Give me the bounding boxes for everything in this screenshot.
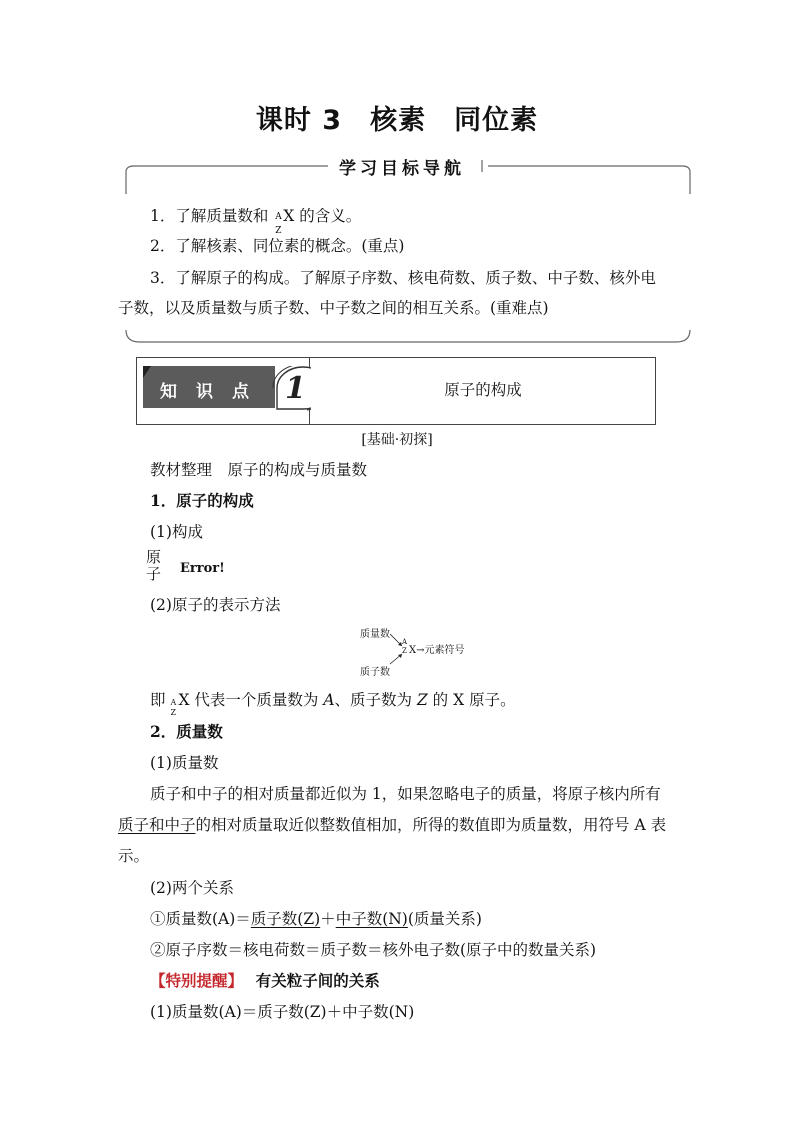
objective-3-cont: 子数，以及质量数与质子数、中子数之间的相互关系。(重难点) <box>118 299 549 317</box>
textbook-heading: 教材整理 原子的构成与质量数 <box>150 461 368 479</box>
section-1-2: (2)原子的表示方法 <box>150 596 281 614</box>
tip-label: 【特别提醒】 <box>150 971 236 990</box>
section-2-heading: 2．质量数 <box>150 722 223 741</box>
objectives-header: 学习目标导航 <box>333 154 471 179</box>
section-2-1: (1)质量数 <box>150 754 219 772</box>
knowledge-point-badge-text: 知 识 点 <box>160 382 250 402</box>
error-text: Error! <box>180 561 225 576</box>
knowledge-point-number: 1 <box>285 371 306 406</box>
section-1-heading: 1．原子的构成 <box>150 491 254 510</box>
section-1-1: (1)构成 <box>150 523 203 541</box>
special-tip <box>150 971 380 991</box>
relation-1: ①质量数(A)＝质子数(Z)＋中子数(N)(质量关系) <box>150 910 482 928</box>
tip-title: 有关粒子间的关系 <box>255 971 380 990</box>
paragraph-line-1: 质子和中子的相对质量都近似为 1，如果忽略电子的质量，将原子核内所有 <box>150 785 661 803</box>
diagram-notation: A Z X→元素符号 <box>402 638 465 656</box>
paragraph-line-3: 示。 <box>118 847 150 865</box>
paragraph-line-2: 质子和中子的相对质量取近似整数值相加，所得的数值即为质量数，用符号 A 表 <box>118 816 667 834</box>
notation-meaning: 即 A Z X 代表一个质量数为 A、质子数为 Z 的 X 原子。 <box>150 691 516 717</box>
page-title: 课时 3 核素 同位素 <box>255 105 539 136</box>
section-tag: [基础·初探] <box>361 432 433 448</box>
knowledge-point-heading: 原子的构成 <box>444 381 522 399</box>
objective-3: 3．了解原子的构成。了解原子序数、核电荷数、质子数、中子数、核外电 <box>150 269 656 287</box>
diagram-mass-label: 质量数 <box>360 629 390 640</box>
objective-2: 2．了解核素、同位素的概念。(重点) <box>150 237 405 255</box>
tip-item-1: (1)质量数(A)＝质子数(Z)＋中子数(N) <box>150 1003 415 1021</box>
diagram-proton-label: 质子数 <box>360 667 390 678</box>
atom-label: 原 子 <box>146 548 162 583</box>
objective-1: 1．了解质量数和 A Z X 的含义。 <box>150 207 362 236</box>
relation-2: ②原子序数＝核电荷数＝质子数＝核外电子数(原子中的数量关系) <box>150 941 597 959</box>
section-2-2: (2)两个关系 <box>150 879 234 897</box>
arrow-icon: → <box>416 645 425 656</box>
